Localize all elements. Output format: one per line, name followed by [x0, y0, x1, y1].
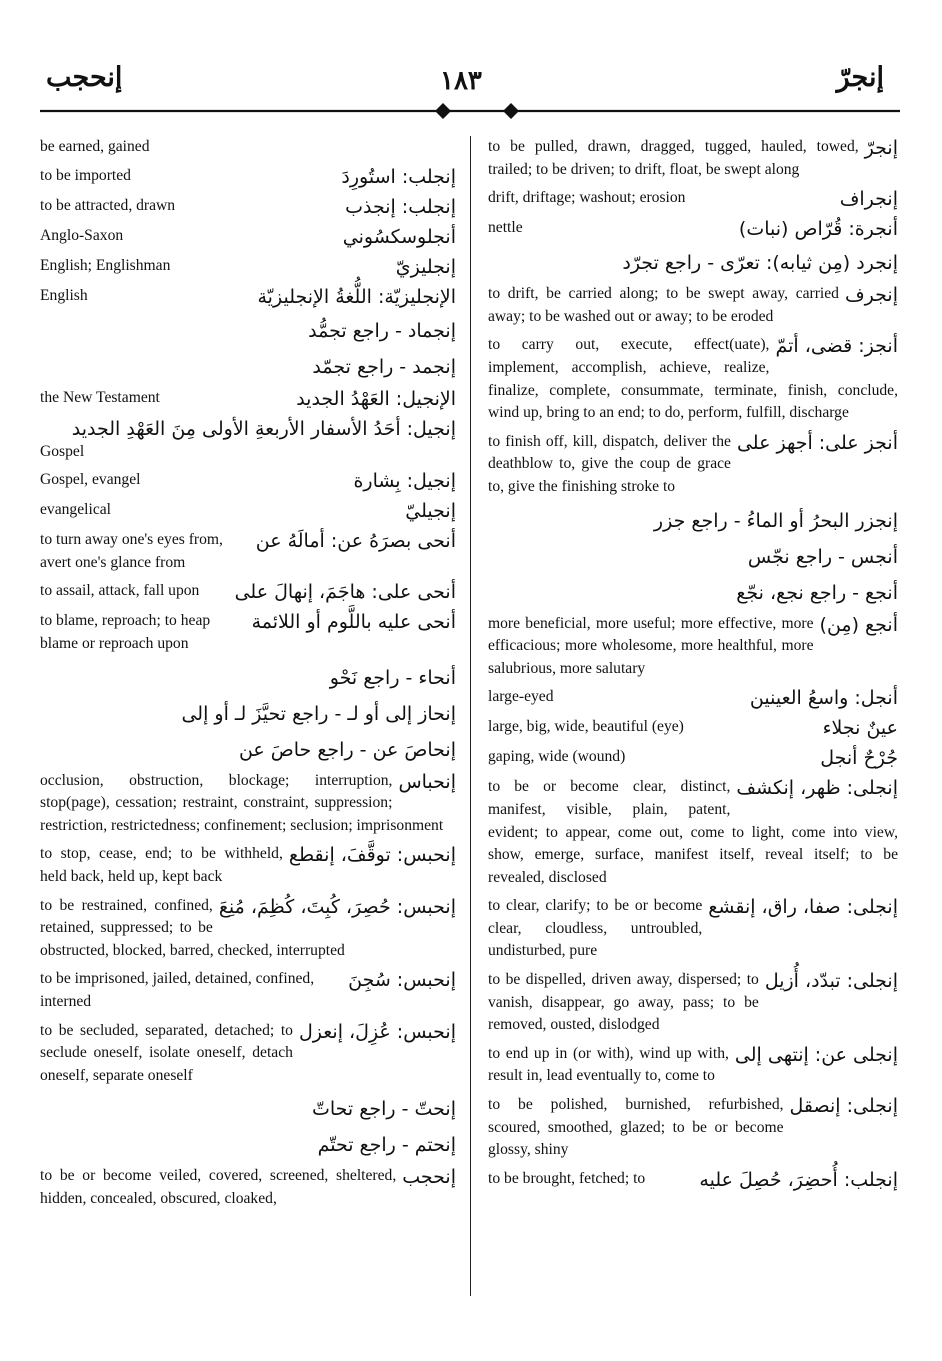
- dictionary-entry: [488, 1168, 898, 1192]
- english-definition: English: [40, 286, 88, 304]
- right-column: [488, 136, 898, 1198]
- cross-reference-entry: إنحتم - راجع تحتّم: [317, 1134, 456, 1157]
- arabic-headword: إنجلى: إنصقل: [789, 1095, 898, 1118]
- header-rule: [40, 102, 900, 120]
- english-definition: be earned, gained: [40, 138, 150, 155]
- arabic-headword: إنجراف: [839, 188, 898, 211]
- english-definition: Gospel: [40, 442, 85, 460]
- cross-reference-entry: إنحاز إلى أو لـ - راجع تحيَّزَ لـ أو إلى: [181, 702, 456, 725]
- cross-reference-entry: إنحتّ - راجع تحاتّ: [311, 1098, 456, 1121]
- arabic-headword: إنجلب: أُحضِرَ، حُصِلَ عليه: [699, 1168, 898, 1191]
- english-definition: to assail, attack, fall upon: [40, 582, 200, 600]
- english-definition: Anglo-Saxon: [40, 226, 124, 244]
- dictionary-entry: [40, 387, 456, 411]
- english-definition: nettle: [488, 219, 523, 237]
- english-definition: to be or become clear, distinct, manifest, visible, plain, patent, evident; to appear, come out, come to light, come into view, show, emerge, surface, manifest itself, reveal itself; to be revealed, disclosed: [488, 778, 898, 886]
- arabic-headword: أنحى على: هاجَمَ، إنهالَ على: [234, 581, 456, 604]
- english-definition: Gospel, evangel: [40, 471, 141, 489]
- english-definition: English; Englishman: [40, 256, 171, 274]
- english-definition: to be attracted, drawn: [40, 196, 176, 214]
- english-definition: to turn away one's eyes from, avert one's glance from: [40, 531, 223, 571]
- cross-reference-entry: إنجزر البحرُ أو الماءُ - راجع جزر: [653, 509, 898, 532]
- dictionary-entry: [488, 334, 898, 424]
- arabic-headword: إنحبس: توقَّفَ، إنقطع: [288, 844, 456, 867]
- arabic-headword: أنجل: واسعُ العينين: [749, 687, 898, 710]
- english-definition: large, big, wide, beautiful (eye): [488, 718, 684, 736]
- arabic-headword: عينٌ نجلاء: [822, 717, 898, 740]
- english-definition: to blame, reproach; to heap blame or reproach upon: [40, 612, 211, 652]
- english-definition: to end up in (or with), wind up with, result in, lead eventually to, come to: [488, 1044, 729, 1085]
- arabic-headword: إنجلى: تبدّد، أُزيل: [764, 970, 898, 993]
- english-definition: to be or become veiled, covered, screened, sheltered, hidden, concealed, obscured, cloaked,: [40, 1167, 397, 1207]
- english-definition: the New Testament: [40, 388, 160, 406]
- dictionary-entry: [40, 225, 456, 249]
- arabic-headword: أنجرة: قُرّاص (نبات): [738, 218, 898, 241]
- dictionary-entry: [40, 469, 456, 493]
- english-definition: to clear, clarify; to be or become clear, cloudless, untroubled, undisturbed, pure: [488, 897, 703, 960]
- english-definition: drift, driftage; washout; erosion: [488, 189, 686, 207]
- diamond-ornament-right: [503, 103, 519, 119]
- dictionary-entry: [40, 499, 456, 523]
- dictionary-entry: [40, 770, 456, 838]
- cross-reference-entry: إنحاصَ عن - راجع حاصَ عن: [238, 738, 456, 761]
- arabic-headword: إنحبس: عُزِلَ، إنعزل: [298, 1020, 456, 1043]
- dictionary-entry: [40, 255, 456, 279]
- left-column: [40, 136, 456, 1216]
- arabic-headword: أنجلوسكسُوني: [342, 225, 456, 248]
- english-definition: to drift, be carried along; to be swept away, carried away; to be washed out or away; to be eroded: [488, 285, 839, 325]
- english-definition: to be brought, fetched; to: [488, 1169, 646, 1187]
- english-definition: to be secluded, separated, detached; to seclude oneself, isolate oneself, detach oneself, separate oneself: [40, 1021, 293, 1084]
- dictionary-entry: [40, 529, 456, 574]
- english-definition: occlusion, obstruction, blockage; interruption, stop(page), cessation; restraint, constraint, suppression; restriction, restrictedness; confinement; seclusion; imprisonment: [40, 771, 444, 834]
- arabic-headword: أنحى بصرَهُ عن: أمالَهُ عن: [255, 530, 456, 553]
- english-definition: gaping, wide (wound): [488, 748, 626, 766]
- dictionary-entry: [40, 285, 456, 309]
- column-divider: [470, 136, 471, 1296]
- dictionary-entry: [488, 431, 898, 499]
- page-number: ١٨٣: [440, 66, 482, 95]
- arabic-headword: إنحباس: [398, 770, 456, 793]
- dictionary-entry: [40, 968, 456, 1013]
- cross-reference-entry: إنجمد - راجع تجمّد: [312, 355, 456, 378]
- arabic-headword: إنجيل: أحَدُ الأسفار الأربعةِ الأولى مِنَ العَهْدِ الجديد: [71, 417, 456, 440]
- dictionary-entry: [488, 895, 898, 963]
- dictionary-entry: [488, 776, 898, 889]
- english-definition: more beneficial, more useful; more effective, more efficacious; more wholesome, more healthful, more salubrious, more salutary: [488, 614, 814, 677]
- arabic-headword: إنجلب: إنجذب: [345, 195, 456, 218]
- arabic-headword: إنحجب: [402, 1166, 456, 1189]
- english-definition: to finish off, kill, dispatch, deliver the deathblow to, give the coup de grace to, give the finishing stroke to: [488, 432, 731, 495]
- english-definition: to be dispelled, driven away, dispersed; to vanish, disappear, go away, pass; to be removed, ousted, dislodged: [488, 971, 759, 1034]
- dictionary-entry: [40, 895, 456, 963]
- english-definition: to be pulled, drawn, dragged, tugged, hauled, towed, trailed; to be driven; to drift, float, be swept along: [488, 138, 859, 178]
- dictionary-entry: [40, 610, 456, 655]
- dictionary-entry: [40, 417, 456, 464]
- dictionary-entry: [40, 1165, 456, 1210]
- english-definition: to stop, cease, end; to be withheld, held back, held up, kept back: [40, 845, 283, 885]
- arabic-headword: إنحبس: سُجِنَ: [348, 969, 456, 992]
- dictionary-entry: [40, 195, 456, 219]
- arabic-headword: إنجلى عن: إنتهى إلى: [734, 1043, 898, 1066]
- cross-reference-entry: إنجماد - راجع تجمُّد: [308, 319, 456, 342]
- arabic-headword: إنجلب: استُورِدَ: [341, 165, 456, 188]
- header-guide-word-right: إنجرّ: [836, 62, 884, 92]
- cross-reference-entry: أنجع - راجع نجع، نجّع: [736, 581, 898, 604]
- dictionary-entry: [40, 580, 456, 604]
- dictionary-entry: [488, 969, 898, 1037]
- english-definition: to be imported: [40, 166, 131, 184]
- dictionary-entry: [488, 1043, 898, 1088]
- diamond-ornament-left: [435, 103, 451, 119]
- arabic-headword: إنجلى: ظهر، إنكشف: [736, 777, 898, 800]
- arabic-headword: إنجيل: بِشارة: [353, 470, 456, 493]
- dictionary-entry: [488, 136, 898, 181]
- dictionary-entry: [40, 843, 456, 888]
- arabic-headword: الإنجليزيّة: اللُّغةُ الإنجليزيّة: [257, 285, 456, 308]
- dictionary-entry: [488, 746, 898, 770]
- header-guide-word-left: إنحجب: [46, 62, 123, 92]
- dictionary-entry: [488, 217, 898, 241]
- dictionary-entry: [488, 187, 898, 211]
- cross-reference-entry: إنجرد (مِن ثيابه): تعرّى - راجع تجرّد: [622, 252, 898, 275]
- dictionary-entry: [488, 283, 898, 328]
- dictionary-entry: [40, 165, 456, 189]
- dictionary-entry: [40, 1020, 456, 1088]
- arabic-headword: إنجرّ: [864, 137, 898, 159]
- arabic-headword: أنجز: قضى، أتمّ: [775, 335, 898, 358]
- arabic-headword: إنجليزيّ: [395, 255, 456, 278]
- arabic-headword: أنجز على: أجهز على: [736, 431, 898, 454]
- dictionary-entry: [488, 716, 898, 740]
- english-definition: evangelical: [40, 501, 111, 519]
- arabic-headword: جُرْحٌ أنجل: [820, 747, 898, 770]
- dictionary-entry: [488, 686, 898, 710]
- english-definition: to be restrained, confined, retained, suppressed; to be obstructed, blocked, barred, checked, interrupted: [40, 896, 345, 959]
- arabic-headword: إنجرف: [844, 284, 898, 307]
- arabic-headword: إنجلى: صفا، راق، إنقشع: [708, 896, 898, 919]
- arabic-headword: الإنجيل: العَهْدُ الجديد: [296, 387, 456, 410]
- english-definition: to be imprisoned, jailed, detained, confined, interned: [40, 970, 315, 1010]
- arabic-headword: إنحبس: حُصِرَ، كُبِتَ، كُظِمَ، مُنِعَ: [218, 895, 456, 918]
- arabic-headword: أنجع (مِن): [819, 613, 898, 636]
- dictionary-entry: [40, 136, 456, 159]
- english-definition: to carry out, execute, effect(uate), implement, accomplish, achieve, realize, finalize, complete, consummate, terminate, finish, conclude, wind up, bring to an end; to do, perform, fulfill, discharge: [488, 336, 898, 422]
- dictionary-entry: [488, 613, 898, 681]
- cross-reference-entry: أنحاء - راجع نَحْو: [329, 666, 456, 689]
- arabic-headword: إنجيليّ: [405, 500, 456, 523]
- english-definition: large-eyed: [488, 688, 554, 706]
- cross-reference-entry: أنجس - راجع نجّس: [747, 545, 898, 568]
- arabic-headword: أنحى عليه باللَّوم أو اللائمة: [251, 611, 456, 634]
- dictionary-entry: [488, 1094, 898, 1162]
- english-definition: to be polished, burnished, refurbished, scoured, smoothed, glazed; to be or become glossy, shiny: [488, 1096, 784, 1159]
